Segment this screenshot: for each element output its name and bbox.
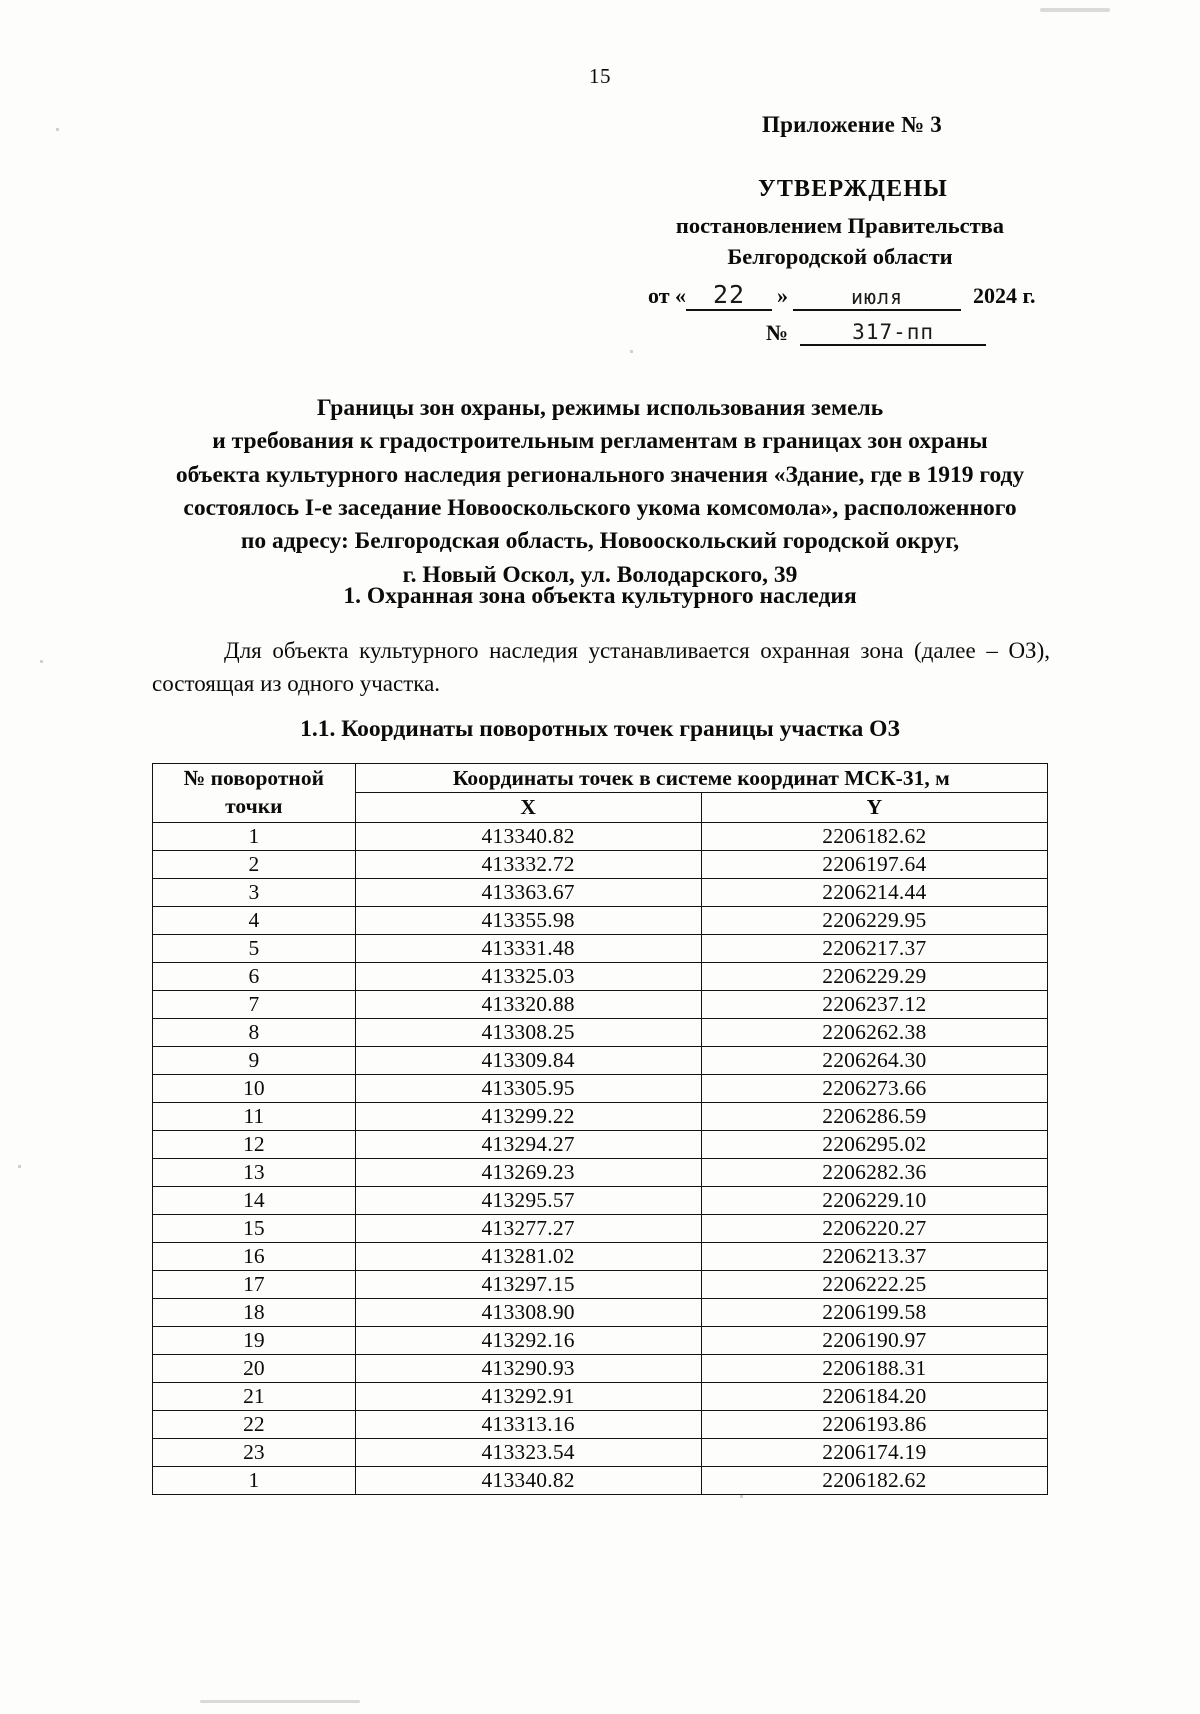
table-row — [153, 822, 1048, 850]
table-row — [153, 1018, 1048, 1046]
cell-y: 2206229.95 — [701, 906, 1047, 934]
cell-point-number: 22 — [153, 1410, 356, 1438]
header-coordinate-system: Координаты точек в системе координат МСК-31, м — [355, 764, 1047, 793]
cell-y: 2206199.58 — [701, 1298, 1047, 1326]
document-title — [120, 392, 1080, 592]
cell-x: 413363.67 — [355, 878, 701, 906]
table-body — [153, 822, 1048, 1494]
approved-by-line-1: постановлением Правительства — [675, 213, 1005, 238]
cell-y: 2206229.29 — [701, 962, 1047, 990]
cell-point-number: 5 — [153, 934, 356, 962]
cell-point-number: 17 — [153, 1270, 356, 1298]
cell-y: 2206237.12 — [701, 990, 1047, 1018]
cell-x: 413294.27 — [355, 1130, 701, 1158]
cell-y: 2206286.59 — [701, 1102, 1047, 1130]
cell-y: 2206182.62 — [701, 822, 1047, 850]
section-1-1-heading: 1.1. Координаты поворотных точек границы участка ОЗ — [300, 716, 900, 742]
table-row — [153, 850, 1048, 878]
cell-point-number: 19 — [153, 1326, 356, 1354]
cell-x: 413297.15 — [355, 1270, 701, 1298]
cell-x: 413323.54 — [355, 1438, 701, 1466]
cell-point-number: 7 — [153, 990, 356, 1018]
date-year: 2024 г. — [973, 283, 1036, 309]
section-1-paragraph: Для объекта культурного наследия устанавливается охранная зона (далее – ОЗ), состоящая из одного участка. — [152, 638, 1050, 697]
table-header — [153, 764, 1048, 823]
cell-point-number: 10 — [153, 1074, 356, 1102]
cell-y: 2206229.10 — [701, 1186, 1047, 1214]
table-row — [153, 1074, 1048, 1102]
cell-point-number: 23 — [153, 1438, 356, 1466]
document-date-line — [620, 280, 1060, 311]
scan-artifact — [18, 1165, 21, 1168]
cell-point-number: 20 — [153, 1354, 356, 1382]
document-number-line — [620, 320, 1060, 346]
title-line-2: и требования к градостроительным регламентам в границах зон охраны — [212, 428, 988, 455]
table-row — [153, 1326, 1048, 1354]
table-row — [153, 1270, 1048, 1298]
cell-y: 2206282.36 — [701, 1158, 1047, 1186]
approved-by — [620, 210, 1060, 272]
table-row — [153, 934, 1048, 962]
cell-y: 2206190.97 — [701, 1326, 1047, 1354]
cell-x: 413305.95 — [355, 1074, 701, 1102]
cell-point-number: 1 — [153, 1466, 356, 1494]
table-row — [153, 1382, 1048, 1410]
table-row — [153, 1410, 1048, 1438]
header-y: Y — [701, 793, 1047, 822]
date-quote-close: » — [777, 283, 789, 309]
cell-point-number: 2 — [153, 850, 356, 878]
table-row — [153, 1466, 1048, 1494]
table-row — [153, 990, 1048, 1018]
table-row — [153, 1438, 1048, 1466]
cell-point-number: 15 — [153, 1214, 356, 1242]
cell-x: 413340.82 — [355, 1466, 701, 1494]
title-line-3: объекта культурного наследия регионального значения «Здание, где в 1919 году — [175, 461, 1025, 488]
scan-artifact — [1040, 8, 1110, 12]
table-row — [153, 1214, 1048, 1242]
scan-artifact — [630, 350, 633, 353]
cell-point-number: 6 — [153, 962, 356, 990]
cell-x: 413340.82 — [355, 822, 701, 850]
cell-x: 413308.25 — [355, 1018, 701, 1046]
cell-x: 413331.48 — [355, 934, 701, 962]
cell-x: 413308.90 — [355, 1298, 701, 1326]
title-line-5: по адресу: Белгородская область, Новооскольский городской округ, — [240, 528, 960, 555]
cell-x: 413355.98 — [355, 906, 701, 934]
table-row — [153, 906, 1048, 934]
header-point-number — [153, 764, 356, 823]
table-row — [153, 1046, 1048, 1074]
date-prefix: от « — [648, 283, 687, 309]
cell-x: 413309.84 — [355, 1046, 701, 1074]
cell-y: 2206193.86 — [701, 1410, 1047, 1438]
scan-artifact — [40, 660, 43, 663]
header-point-number-line-2: точки — [225, 793, 283, 818]
cell-x: 413313.16 — [355, 1410, 701, 1438]
cell-point-number: 4 — [153, 906, 356, 934]
document-number-label: № — [766, 320, 789, 346]
cell-x: 413299.22 — [355, 1102, 701, 1130]
date-day-value: 22 — [686, 280, 772, 311]
cell-y: 2206264.30 — [701, 1046, 1047, 1074]
page-number: 15 — [589, 64, 611, 88]
table-row — [153, 878, 1048, 906]
table-row — [153, 1354, 1048, 1382]
cell-point-number: 14 — [153, 1186, 356, 1214]
cell-point-number: 8 — [153, 1018, 356, 1046]
cell-y: 2206295.02 — [701, 1130, 1047, 1158]
cell-y: 2206197.64 — [701, 850, 1047, 878]
cell-point-number: 9 — [153, 1046, 356, 1074]
title-line-1: Границы зон охраны, режимы использования земель — [316, 395, 884, 421]
cell-point-number: 18 — [153, 1298, 356, 1326]
cell-x: 413332.72 — [355, 850, 701, 878]
approval-block — [620, 112, 1060, 346]
cell-y: 2206188.31 — [701, 1354, 1047, 1382]
scan-artifact — [56, 128, 59, 131]
appendix-label: Приложение № 3 — [762, 112, 942, 137]
cell-y: 2206213.37 — [701, 1242, 1047, 1270]
document-number-value: 317-пп — [800, 320, 986, 346]
cell-y: 2206262.38 — [701, 1018, 1047, 1046]
section-1-heading: 1. Охранная зона объекта культурного наследия — [343, 583, 857, 609]
scan-artifact — [200, 1700, 360, 1703]
header-x: X — [355, 793, 701, 822]
cell-point-number: 16 — [153, 1242, 356, 1270]
table-header-row-1 — [153, 764, 1048, 793]
cell-y: 2206182.62 — [701, 1466, 1047, 1494]
scan-artifact — [740, 1495, 743, 1498]
cell-x: 413295.57 — [355, 1186, 701, 1214]
cell-x: 413292.16 — [355, 1326, 701, 1354]
table-row — [153, 1158, 1048, 1186]
cell-point-number: 13 — [153, 1158, 356, 1186]
coordinates-table-wrapper — [152, 763, 1048, 1495]
cell-y: 2206214.44 — [701, 878, 1047, 906]
cell-point-number: 12 — [153, 1130, 356, 1158]
title-line-6: г. Новый Оскол, ул. Володарского, 39 — [402, 561, 798, 588]
table-row — [153, 1186, 1048, 1214]
table-row — [153, 1298, 1048, 1326]
title-line-4: состоялось I-е заседание Новооскольского укома комсомола», расположенного — [183, 495, 1017, 522]
table-row — [153, 1130, 1048, 1158]
cell-x: 413292.91 — [355, 1382, 701, 1410]
cell-y: 2206184.20 — [701, 1382, 1047, 1410]
cell-point-number: 11 — [153, 1102, 356, 1130]
cell-x: 413325.03 — [355, 962, 701, 990]
table-row — [153, 1242, 1048, 1270]
cell-y: 2206220.27 — [701, 1214, 1047, 1242]
cell-x: 413290.93 — [355, 1354, 701, 1382]
header-point-number-line-1: № поворотной — [183, 766, 324, 790]
approved-word: УТВЕРЖДЕНЫ — [758, 176, 948, 202]
cell-point-number: 21 — [153, 1382, 356, 1410]
cell-point-number: 1 — [153, 822, 356, 850]
cell-y: 2206273.66 — [701, 1074, 1047, 1102]
cell-y: 2206174.19 — [701, 1438, 1047, 1466]
coordinates-table — [152, 763, 1048, 1495]
approved-by-line-2: Белгородской области — [727, 244, 953, 270]
cell-x: 413281.02 — [355, 1242, 701, 1270]
cell-y: 2206222.25 — [701, 1270, 1047, 1298]
table-row — [153, 1102, 1048, 1130]
cell-x: 413320.88 — [355, 990, 701, 1018]
cell-y: 2206217.37 — [701, 934, 1047, 962]
table-row — [153, 962, 1048, 990]
cell-x: 413277.27 — [355, 1214, 701, 1242]
cell-x: 413269.23 — [355, 1158, 701, 1186]
cell-point-number: 3 — [153, 878, 356, 906]
date-month-value: июля — [793, 285, 961, 311]
